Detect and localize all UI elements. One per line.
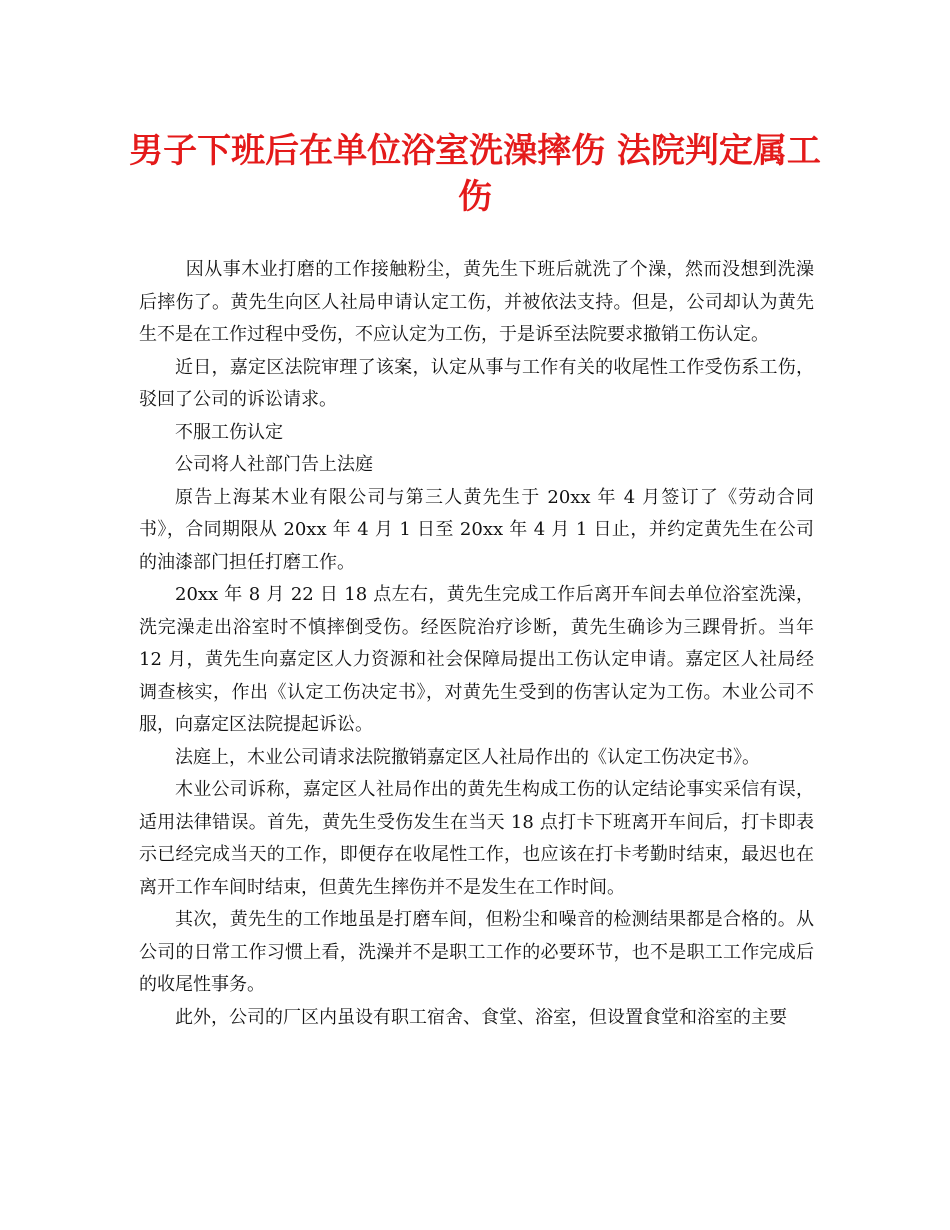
section-heading: 不服工伤认定 [175,421,283,443]
paragraph: 此外，公司的厂区内虽设有职工宿舍、食堂、浴室，但设置食堂和浴室的主要 [175,1006,787,1028]
paragraph: 其次，黄先生的工作地虽是打磨车间，但粉尘和噪音的检测结果都是合格的。从公司的日常工作习惯上看，洗澡并不是职工工作的必要环节，也不是职工工作完成后的收尾性事务。 [139,909,814,995]
paragraph: 原告上海某木业有限公司与第三人黄先生于 20xx 年 4 月签订了《劳动合同书》，合同期限从 20xx 年 4 月 1 日至 20xx 年 4 月 1 日止，并约定黄先生在公司的油漆部门担任打磨工作。 [139,486,814,573]
document-title: 男子下班后在单位浴室洗澡摔伤 法院判定属工伤 [129,131,821,217]
document-body [139,254,814,1034]
paragraph: 因从事木业打磨的工作接触粉尘，黄先生下班后就洗了个澡，然而没想到洗澡后摔伤了。黄先生向区人社局申请认定工伤，并被依法支持。但是，公司却认为黄先生不是在工作过程中受伤，不应认定为工伤，于是诉至法院要求撤销工伤认定。 [139,259,814,345]
paragraph: 木业公司诉称，嘉定区人社局作出的黄先生构成工伤的认定结论事实采信有误，适用法律错误。首先，黄先生受伤发生在当天 18 点打卡下班离开车间后，打卡即表示已经完成当天的工作，即便存在收尾性工作，也应该在打卡考勤时结束，最迟也在离开工作车间时结束，但黄先生摔伤并不是发生在工作时间。 [139,779,814,898]
paragraph: 法庭上，木业公司请求法院撤销嘉定区人社局作出的《认定工伤决定书》。 [175,746,760,768]
paragraph: 近日，嘉定区法院审理了该案，认定从事与工作有关的收尾性工作受伤系工伤，驳回了公司的诉讼请求。 [139,356,814,410]
section-heading: 公司将人社部门告上法庭 [175,454,373,475]
paragraph: 20xx 年 8 月 22 日 18 点左右，黄先生完成工作后离开车间去单位浴室洗澡，洗完澡走出浴室时不慎摔倒受伤。经医院治疗诊断，黄先生确诊为三踝骨折。当年 12 月，黄先生向嘉定区人力资源和社会保障局提出工伤认定申请。嘉定区人社局经调查核实，作出《认定工伤决定书》，对黄先生受到的伤害认定为工伤。木业公司不服，向嘉定区法院提起诉讼。 [139,584,814,735]
